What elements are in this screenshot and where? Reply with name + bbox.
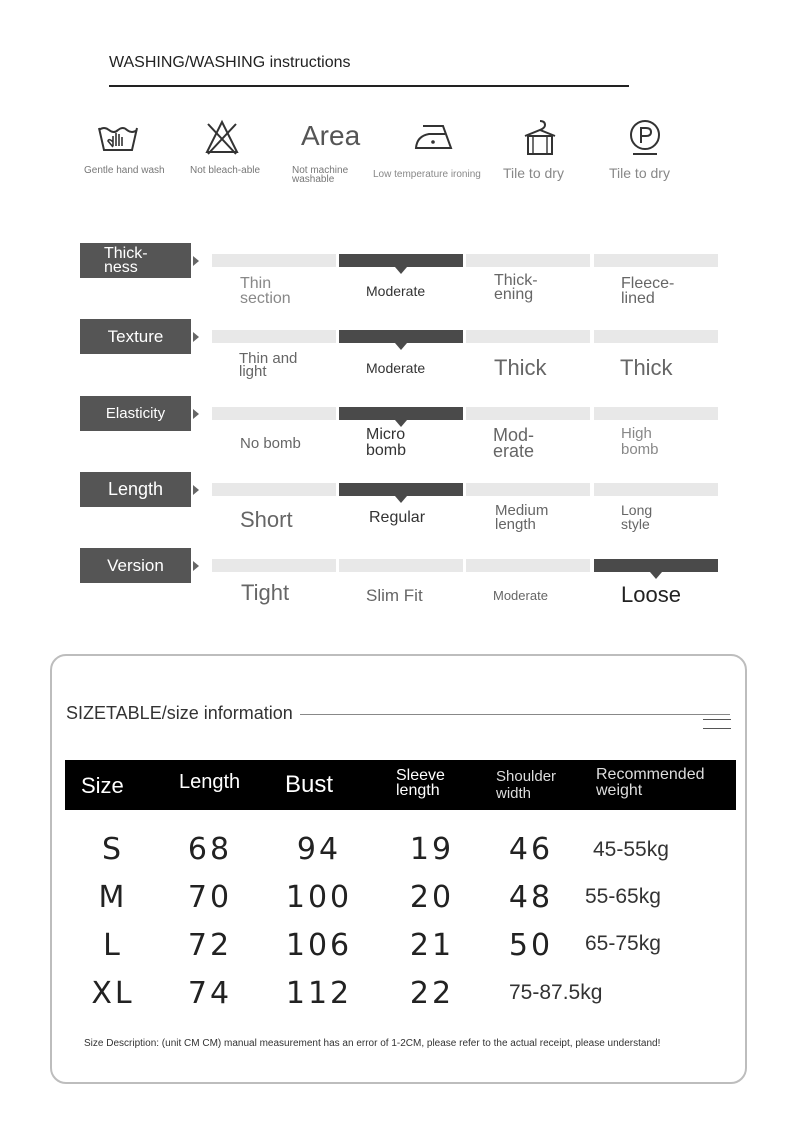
- cell-size: M: [98, 880, 128, 915]
- attr-bar: [466, 483, 590, 496]
- cell-shoulder: 50: [508, 928, 554, 963]
- attr-bar-selected: [339, 330, 463, 343]
- cell-weight: 55-65kg: [585, 885, 661, 908]
- size-table-header: [65, 760, 736, 810]
- cell-weight: 75-87.5kg: [509, 981, 603, 1004]
- cell-length: 74: [187, 976, 233, 1011]
- cell-length: 70: [187, 880, 233, 915]
- care-label: Not bleach-able: [190, 165, 261, 176]
- cell-bust: 100: [285, 880, 353, 915]
- care-item-hang-dry: [503, 118, 603, 180]
- attr-option: Tight: [241, 580, 290, 605]
- attr-bar: [339, 559, 463, 572]
- header-bust: Bust: [285, 771, 334, 798]
- attr-option: Short: [240, 507, 293, 532]
- care-item-dry-clean: [609, 118, 709, 180]
- attr-option: Thin and light: [239, 350, 298, 380]
- care-label: Not machine washable: [292, 165, 349, 185]
- attr-option-selected: Micro bomb: [366, 426, 407, 459]
- attr-option-selected: Loose: [621, 582, 681, 607]
- attr-option: Long style: [621, 502, 653, 532]
- care-label: Gentle hand wash: [84, 165, 165, 176]
- care-label: Low temperature ironing: [373, 169, 481, 180]
- attr-bar: [212, 330, 336, 343]
- no-bleach-icon: [190, 118, 290, 162]
- header-length: Length: [179, 771, 241, 793]
- attr-label-texture: Texture: [80, 319, 191, 354]
- attr-bar: [594, 254, 718, 267]
- area-text: Area: [301, 120, 361, 151]
- cell-size: S: [101, 832, 125, 867]
- attr-option: High bomb: [621, 425, 659, 458]
- menu-lines-icon: [703, 728, 731, 729]
- attr-bar: [212, 407, 336, 420]
- attr-bar: [466, 559, 590, 572]
- cell-weight: 65-75kg: [585, 932, 661, 955]
- cell-length: 68: [187, 832, 233, 867]
- hang-dry-icon: [503, 118, 603, 162]
- attr-option-selected: Moderate: [366, 360, 426, 376]
- attr-label-length: Length: [80, 472, 191, 507]
- care-item-hand-wash: [84, 118, 184, 175]
- header-sleeve-length: Sleeve length: [396, 767, 445, 799]
- size-title-divider: [300, 714, 730, 715]
- cell-length: 72: [187, 928, 233, 963]
- attr-bar: [212, 483, 336, 496]
- cell-sleeve: 19: [409, 832, 455, 867]
- attr-bar: [466, 330, 590, 343]
- cell-bust: 112: [285, 976, 353, 1011]
- attr-option-selected: Moderate: [366, 283, 426, 299]
- attr-option: No bomb: [240, 435, 301, 452]
- cell-size: XL: [91, 976, 135, 1011]
- care-label: Tile to dry: [503, 165, 564, 181]
- cell-sleeve: 22: [409, 976, 455, 1011]
- attr-option: Moderate: [493, 588, 548, 603]
- cell-size: L: [103, 928, 123, 963]
- cell-sleeve: 21: [409, 928, 455, 963]
- attr-bar-selected: [594, 559, 718, 572]
- size-description-note: Size Description: (unit CM CM) manual measurement has an error of 1-2CM, please refer to the actual receipt, please understand!: [84, 1038, 661, 1049]
- iron-low-icon: [373, 118, 498, 162]
- header-shoulder-width: Shoulder width: [496, 768, 557, 802]
- attr-option: Fleece-lined: [621, 275, 675, 307]
- attr-option: Slim Fit: [366, 586, 423, 605]
- attr-option: Thick: [494, 355, 547, 380]
- cell-shoulder: 48: [508, 880, 554, 915]
- attr-bar: [212, 254, 336, 267]
- menu-lines-icon: [703, 719, 731, 720]
- care-item-no-bleach: [190, 118, 290, 175]
- cell-bust: 106: [285, 928, 353, 963]
- attr-bar: [466, 254, 590, 267]
- care-label: Tile to dry: [609, 165, 670, 181]
- attr-option: Thin section: [240, 275, 291, 307]
- header-size: Size: [81, 773, 124, 798]
- attr-option: Thick: [620, 355, 673, 380]
- washing-divider: [109, 85, 629, 87]
- care-item-iron: [373, 118, 498, 179]
- attr-bar-selected: [339, 483, 463, 496]
- cell-shoulder: 46: [508, 832, 554, 867]
- attr-label-elasticity: Elasticity: [80, 396, 191, 431]
- washing-title: WASHING/WASHING instructions: [109, 54, 351, 71]
- attr-bar-selected: [339, 254, 463, 267]
- attr-bar: [466, 407, 590, 420]
- attr-bar-selected: [339, 407, 463, 420]
- attr-option: Thick-ening: [494, 272, 538, 303]
- header-recommended-weight: Recommended weight: [596, 766, 705, 799]
- attr-bar: [594, 483, 718, 496]
- cell-weight: 45-55kg: [593, 838, 669, 861]
- attr-option: Mod-erate: [493, 425, 535, 461]
- attr-bar: [594, 407, 718, 420]
- cell-sleeve: 20: [409, 880, 455, 915]
- cell-bust: 94: [296, 832, 342, 867]
- attr-option-selected: Regular: [369, 509, 426, 526]
- dry-clean-p-icon: [609, 118, 709, 162]
- attr-label-thickness: Thick-ness: [80, 243, 191, 278]
- hand-wash-icon: [84, 118, 184, 162]
- attr-option: Medium length: [495, 502, 549, 533]
- attr-label-version: Version: [80, 548, 191, 583]
- attr-bar: [594, 330, 718, 343]
- attr-bar: [212, 559, 336, 572]
- size-table-title: SIZETABLE/size information: [66, 703, 293, 723]
